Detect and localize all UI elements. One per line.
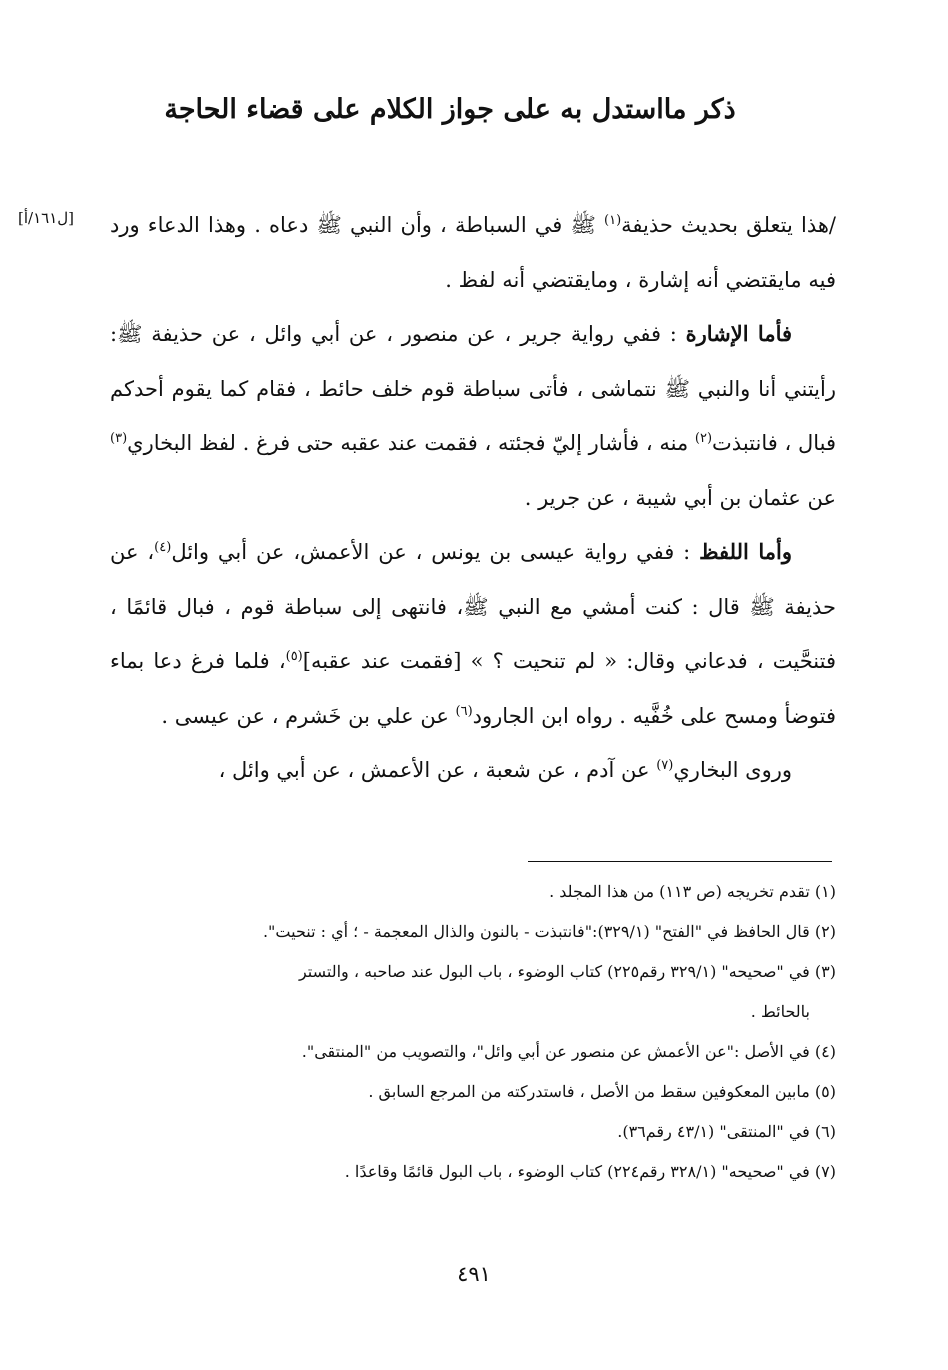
- page-number: ٤٩١: [457, 1262, 491, 1286]
- main-text: [110, 198, 836, 798]
- text-run: ، عن حذيفة ﷺ قال : كنت أمشي مع النبي ﷺ، فانتهى إلى سباطة قوم ، فبال قائمًا ، فتنحَّيت ، فدعاني وقال: « لم تنحيت ؟ » [فقمت عند عقبه]: [110, 540, 837, 673]
- text-run: /هذا يتعلق بحديث حذيفة: [621, 213, 836, 237]
- footnote-marker: (٦): [455, 703, 473, 719]
- paragraph-1: [110, 198, 836, 307]
- manuscript-folio-reference: [ل١٦١/أ]: [18, 209, 75, 227]
- text-run: عن آدم ، عن شعبة ، عن الأعمش ، عن أبي وائل ،: [218, 758, 657, 782]
- footnote-3-continuation: بالحائط .: [750, 1002, 810, 1021]
- footnote-marker: (١): [604, 213, 622, 228]
- footnote-marker: (٣): [110, 431, 128, 446]
- text-run: ، فلما فرغ دعا بماء فتوضأ ومسح على خُفَّيه . رواه ابن الجارود: [110, 649, 836, 728]
- footnote-5: (٥) مابين المعكوفين سقط من الأصل ، فاستدركته من المرجع السابق .: [368, 1082, 836, 1101]
- footnote-marker: (٢): [694, 431, 713, 446]
- footnote-7: (٧) في "صحيحه" (٣٢٨/١ رقم٢٢٤) كتاب الوضوء ، باب البول قائمًا وقاعدًا .: [344, 1162, 836, 1181]
- text-run: منه ، فأشار إليّ فجئته ، فقمت عند عقبه حتى فرغ . لفظ البخاري: [127, 431, 695, 455]
- footnote-marker: (٧): [656, 758, 674, 773]
- footnote-6: (٦) في "المنتقى" (٤٣/١ رقم٣٦).: [617, 1122, 836, 1141]
- footnote-marker: (٥): [285, 649, 303, 664]
- text-run: عن عثمان بن أبي شيبة ، عن جرير .: [524, 485, 836, 510]
- text-run: : ففي رواية عيسى بن يونس ، عن الأعمش، عن أبي وائل: [171, 540, 700, 564]
- text-run: : ففي رواية جرير ، عن منصور ، عن أبي وائل ، عن حذيفة ﷺ: رأيتني أنا والنبي ﷺ نتماشى ، فأتى سباطة قوم خلف حائط ، فقام كما يقوم أحدكم فبال ، فانتبذت: [110, 322, 836, 455]
- paragraph-2: [110, 307, 836, 525]
- footnote-4: (٤) في الأصل :"عن الأعمش عن منصور عن أبي وائل"، والتصويب من "المنتقى".: [301, 1042, 836, 1061]
- footnotes: [110, 872, 836, 1192]
- text-run: ﷺ في السباطة ، وأن النبي ﷺ دعاه . وهذا الدعاء ورد فيه مايقتضي أنه إشارة ، ومايقتضي أنه لفظ .: [110, 213, 836, 292]
- paragraph-4: [110, 743, 836, 798]
- section-lead: فأما الإشارة: [685, 321, 793, 346]
- footnote-3: (٣) في "صحيحه" (٣٢٩/١ رقم٢٢٥) كتاب الوضوء ، باب البول عند صاحبه ، والتستر: [298, 962, 836, 981]
- footnote-1: (١) تقدم تخريجه (ص ١١٣) من هذا المجلد .: [549, 882, 836, 901]
- page-title: ذكر مااستدل به على جواز الكلام على قضاء الحاجة: [164, 94, 736, 125]
- section-lead: وأما اللفظ: [699, 539, 792, 564]
- text-run: وروى البخاري: [673, 758, 792, 782]
- footnote-2: (٢) قال الحافظ في "الفتح" (٣٢٩/١):"فانتبذت - بالنون والذال المعجمة - ؛ أي : تنحيت".: [262, 922, 836, 941]
- paragraph-3: [110, 525, 836, 743]
- footnote-separator: [528, 861, 832, 862]
- footnote-marker: (٤): [154, 540, 172, 555]
- text-run: عن علي بن خَشرم ، عن عيسى .: [161, 703, 456, 728]
